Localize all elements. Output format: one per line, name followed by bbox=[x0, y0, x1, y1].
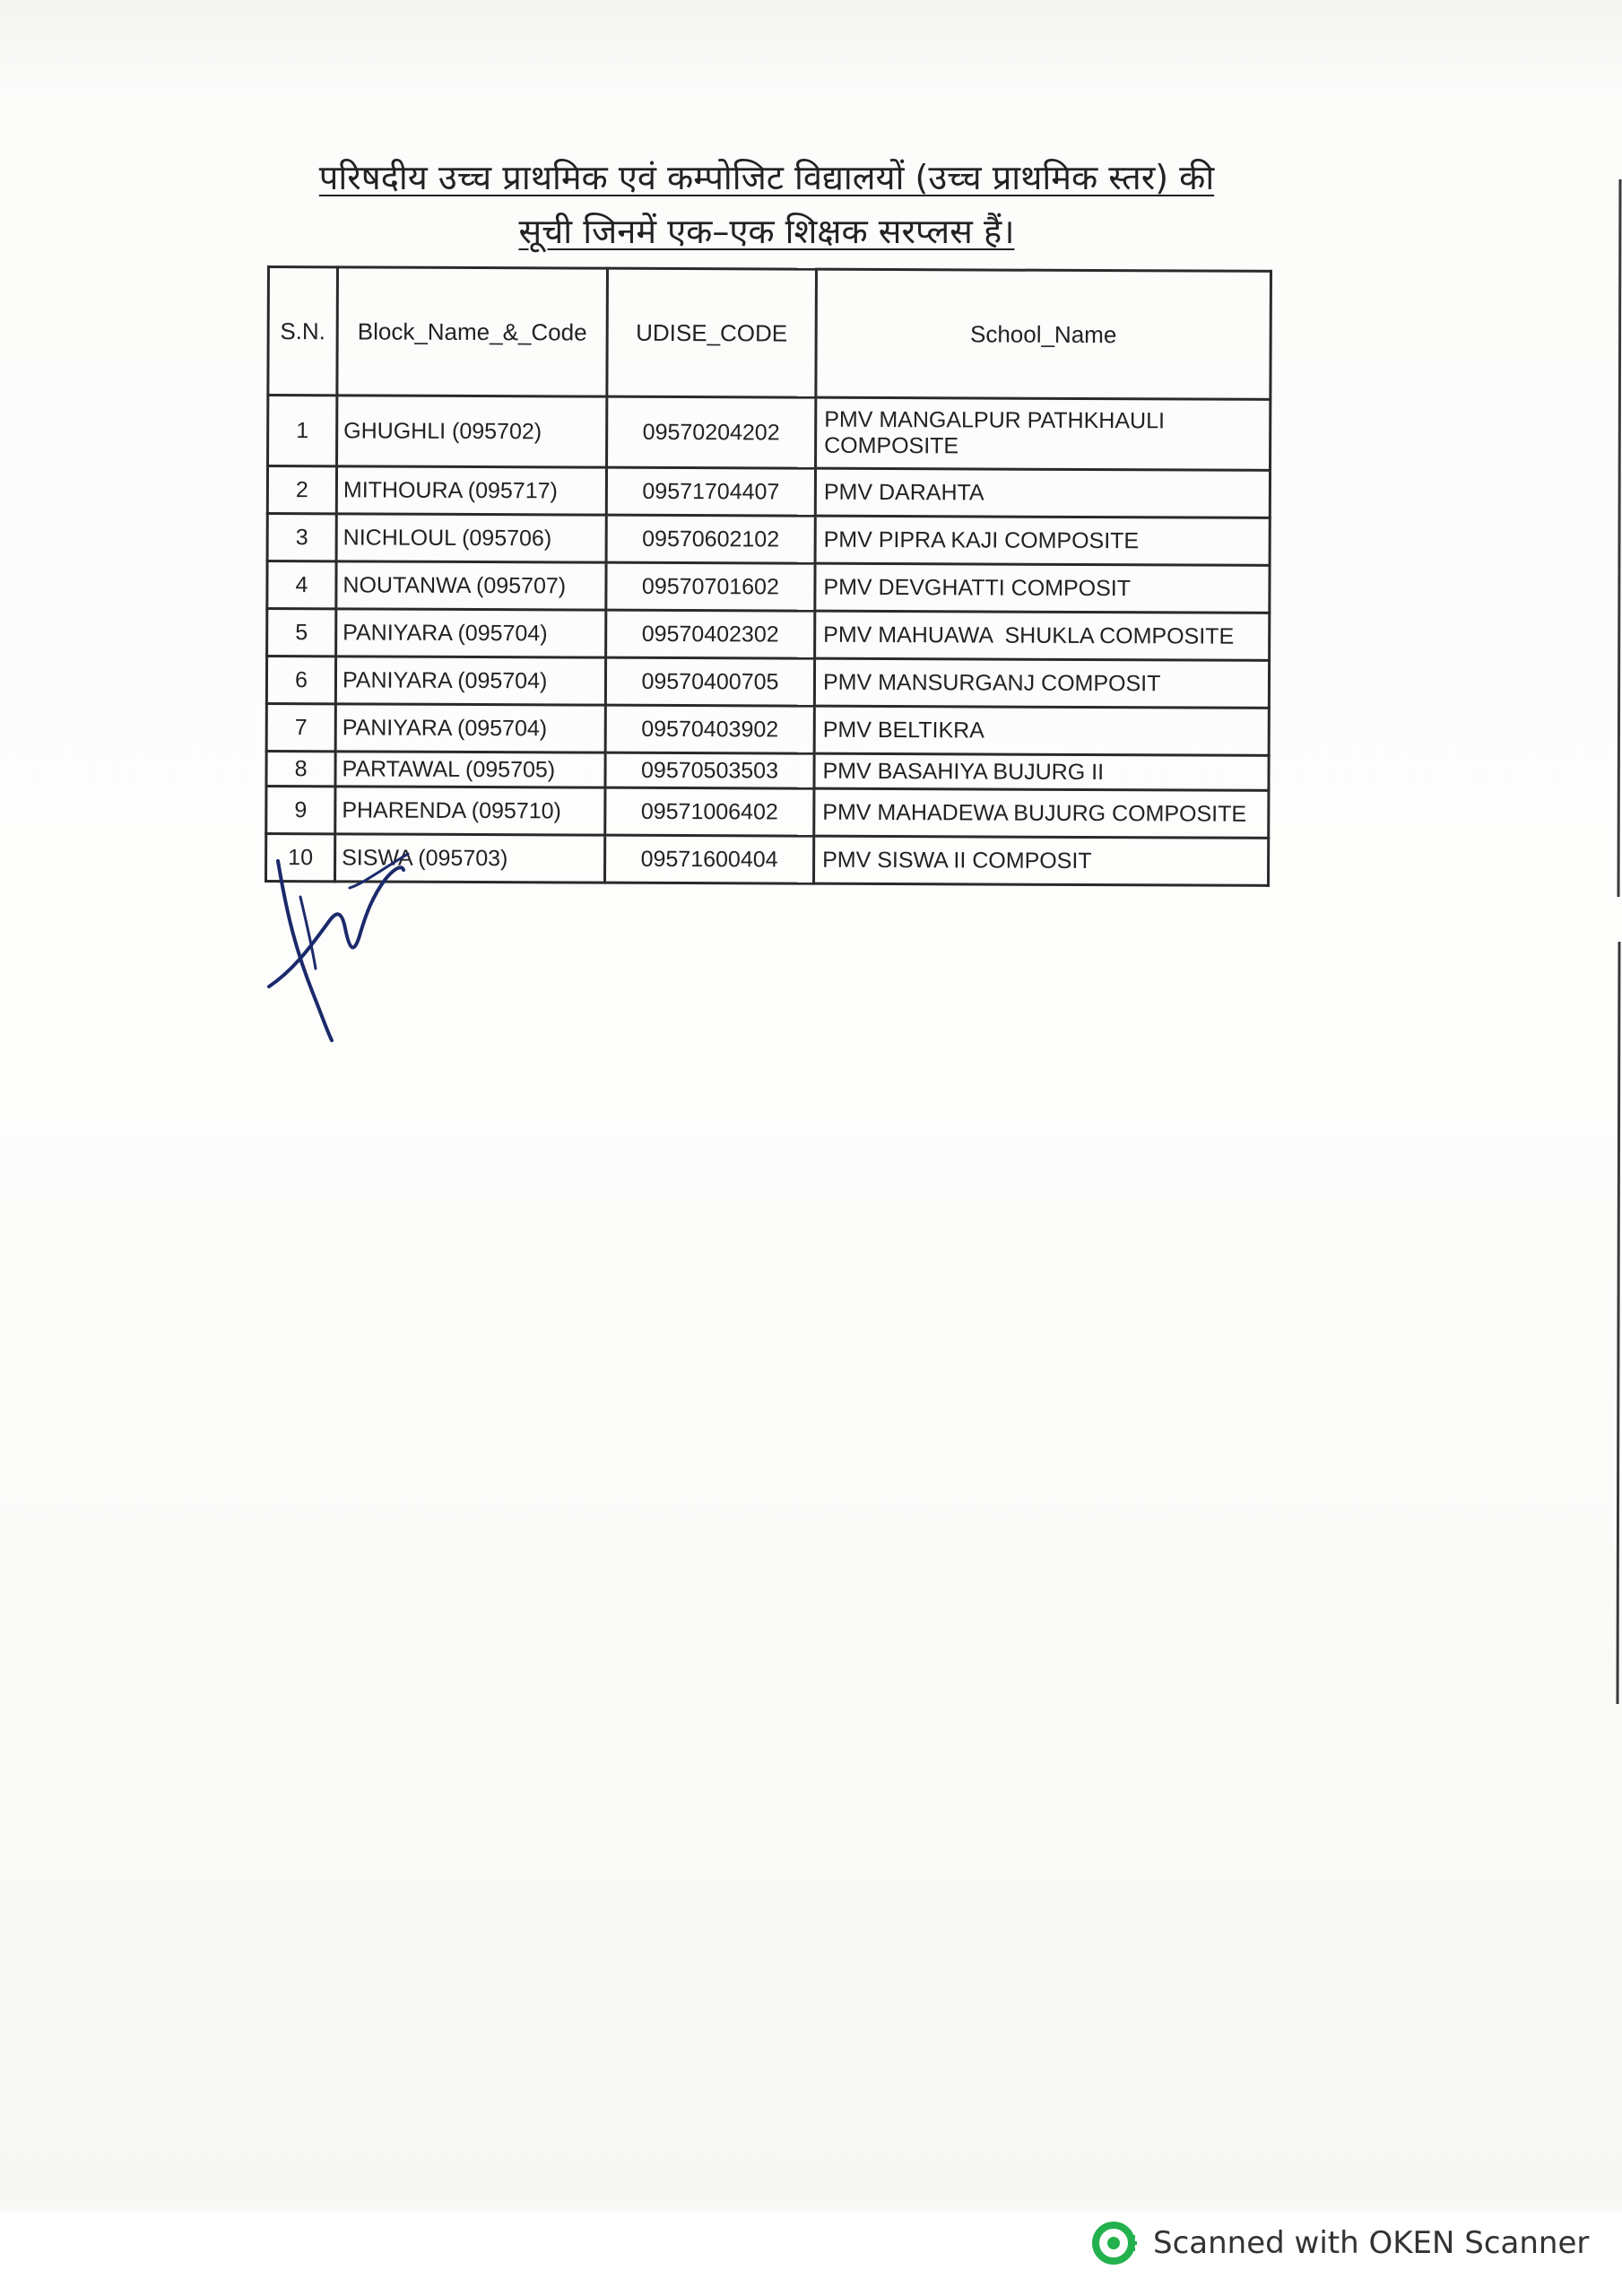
scanner-label: Scanned with OKEN Scanner bbox=[1153, 2225, 1590, 2261]
cell-udise: 09571704407 bbox=[606, 467, 815, 516]
table-row bbox=[267, 514, 1270, 566]
oken-scanner-logo-icon bbox=[1092, 2219, 1141, 2267]
cell-school: PMV MAHUAWA SHUKLA COMPOSITE bbox=[815, 611, 1270, 660]
cell-udise: 09570402302 bbox=[606, 610, 815, 658]
table-row bbox=[266, 834, 1269, 886]
cell-block: PANIYARA (095704) bbox=[335, 704, 605, 752]
surplus-teacher-schools-table bbox=[265, 265, 1272, 887]
header-block-name-code: Block_Name_&_Code bbox=[337, 267, 608, 396]
cell-block: GHUGHLI (095702) bbox=[337, 396, 607, 467]
cell-block: PHARENDA (095710) bbox=[335, 787, 605, 835]
table-row bbox=[267, 561, 1270, 613]
header-udise-code: UDISE_CODE bbox=[607, 268, 817, 397]
cell-block: SISWA (095703) bbox=[335, 834, 605, 883]
table-row bbox=[268, 396, 1271, 471]
cell-sn: 7 bbox=[266, 704, 335, 752]
title-line-1: परिषदीय उच्च प्राथमिक एवं कम्पोजिट विद्यालयों (उच्च प्राथमिक स्तर) की bbox=[318, 158, 1215, 197]
cell-sn: 8 bbox=[266, 752, 335, 787]
table-header-row bbox=[268, 267, 1271, 400]
cell-udise: 09570400705 bbox=[605, 657, 814, 706]
table-row bbox=[266, 787, 1269, 839]
cell-udise: 09571006402 bbox=[605, 787, 814, 836]
table-row bbox=[266, 657, 1269, 709]
table-row bbox=[266, 752, 1269, 791]
cell-block: MITHOURA (095717) bbox=[336, 466, 606, 515]
cell-sn: 1 bbox=[268, 396, 337, 466]
cell-udise: 09570503503 bbox=[605, 752, 814, 788]
cell-school: PMV MANSURGANJ COMPOSIT bbox=[814, 658, 1269, 708]
cell-school: PMV SISWA II COMPOSIT bbox=[813, 836, 1268, 885]
cell-sn: 2 bbox=[267, 466, 336, 514]
scanner-watermark bbox=[1092, 2219, 1589, 2267]
cell-block: PANIYARA (095704) bbox=[335, 657, 605, 705]
table-row bbox=[266, 704, 1269, 756]
handwritten-signature-icon bbox=[260, 843, 412, 1049]
cell-school: PMV MANGALPUR PATHKHAULI COMPOSITE bbox=[816, 397, 1271, 470]
cell-block: NOUTANWA (095707) bbox=[336, 561, 606, 610]
cell-udise: 09570701602 bbox=[606, 562, 815, 611]
cell-school: PMV BELTIKRA bbox=[814, 706, 1269, 755]
cell-udise: 09571600404 bbox=[605, 835, 814, 883]
header-school-name: School_Name bbox=[816, 269, 1271, 399]
cell-udise: 09570602102 bbox=[606, 515, 815, 563]
cell-school: PMV PIPRA KAJI COMPOSITE bbox=[815, 516, 1270, 565]
cell-sn: 10 bbox=[266, 834, 335, 882]
cell-school: PMV BASAHIYA BUJURG II bbox=[814, 753, 1269, 790]
cell-block: PARTAWAL (095705) bbox=[335, 752, 605, 787]
cell-udise: 09570204202 bbox=[607, 396, 816, 468]
header-sn: S.N. bbox=[268, 267, 338, 396]
cell-udise: 09570403902 bbox=[605, 705, 814, 753]
cell-sn: 5 bbox=[267, 609, 336, 657]
cell-school: PMV DARAHTA bbox=[815, 468, 1270, 517]
cell-school: PMV DEVGHATTI COMPOSIT bbox=[815, 563, 1270, 613]
cell-sn: 4 bbox=[267, 561, 336, 609]
document-title bbox=[287, 151, 1246, 258]
page-edge-shadow-icon bbox=[1615, 0, 1622, 2296]
cell-block: NICHLOUL (095706) bbox=[336, 514, 606, 562]
cell-sn: 3 bbox=[267, 514, 336, 561]
cell-school: PMV MAHADEWA BUJURG COMPOSITE bbox=[814, 788, 1269, 838]
cell-sn: 6 bbox=[266, 657, 335, 704]
title-line-2: सूची जिनमें एक–एक शिक्षक सरप्लस हैं। bbox=[518, 212, 1015, 251]
cell-sn: 9 bbox=[266, 787, 335, 834]
cell-block: PANIYARA (095704) bbox=[336, 609, 606, 657]
table-row bbox=[267, 609, 1270, 661]
table-row bbox=[267, 466, 1270, 518]
